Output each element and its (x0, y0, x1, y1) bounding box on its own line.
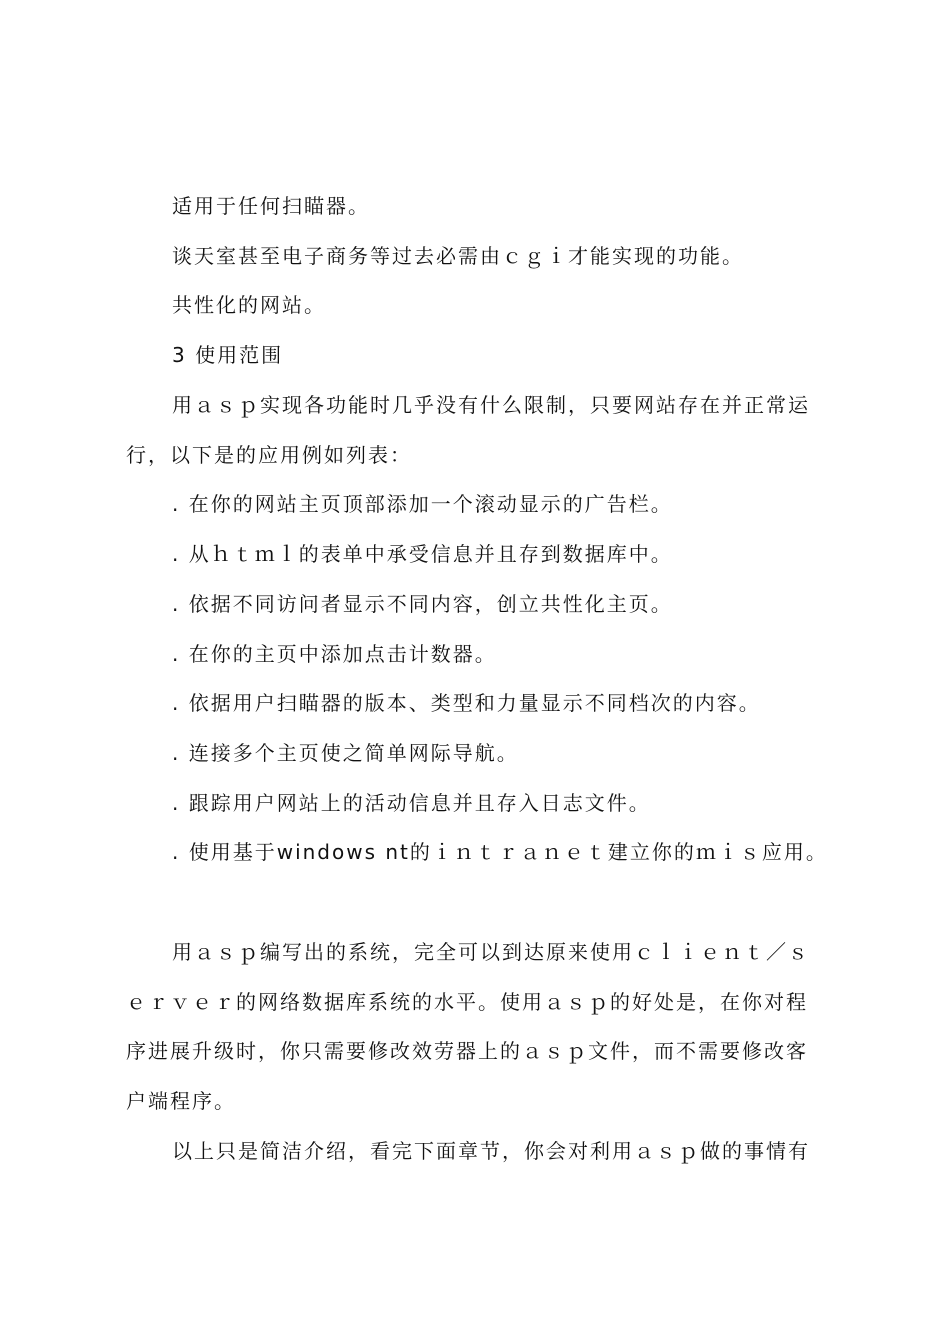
list-item-5: . 依据用户扫瞄器的版本、类型和力量显示不同档次的内容。 (172, 691, 761, 715)
list-item-8: . 使用基于windows nt的ｉｎｔｒａｎｅｔ建立你的ｍｉｓ应用。 (172, 840, 828, 864)
list-item-2: . 从ｈｔｍｌ的表单中承受信息并且存到数据库中。 (172, 542, 673, 566)
text-line-6: 行，以下是的应用例如列表： (126, 443, 412, 467)
list-item-6: . 连接多个主页使之简单网际导航。 (172, 741, 519, 765)
text-line-5: 用ａｓｐ实现各功能时几乎没有什么限制，只要网站存在并正常运 (172, 393, 810, 417)
list-item-3: . 依据不同访问者显示不同内容，创立共性化主页。 (172, 592, 673, 616)
text-line-15: 用ａｓｐ编写出的系统，完全可以到达原来使用ｃｌｉｅｎｔ／ｓ (172, 940, 810, 964)
text-line-18: 户端程序。 (126, 1089, 236, 1113)
text-line-2: 谈天室甚至电子商务等过去必需由ｃｇｉ才能实现的功能。 (172, 244, 744, 268)
text-line-19: 以上只是简洁介绍，看完下面章节，你会对利用ａｓｐ做的事情有 (172, 1139, 810, 1163)
text-line-17: 序进展升级时，你只需要修改效劳器上的ａｓｐ文件，而不需要修改客 (126, 1039, 808, 1063)
section-heading: 3 使用范围 (172, 343, 284, 367)
list-item-4: . 在你的主页中添加点击计数器。 (172, 642, 497, 666)
list-item-1: . 在你的网站主页顶部添加一个滚动显示的广告栏。 (172, 492, 673, 516)
text-line-3: 共性化的网站。 (172, 293, 326, 317)
text-line-16: ｅｒｖｅｒ的网络数据库系统的水平。使用ａｓｐ的好处是，在你对程 (126, 990, 808, 1014)
list-item-7: . 跟踪用户网站上的活动信息并且存入日志文件。 (172, 791, 651, 815)
text-line-1: 适用于任何扫瞄器。 (172, 194, 370, 218)
